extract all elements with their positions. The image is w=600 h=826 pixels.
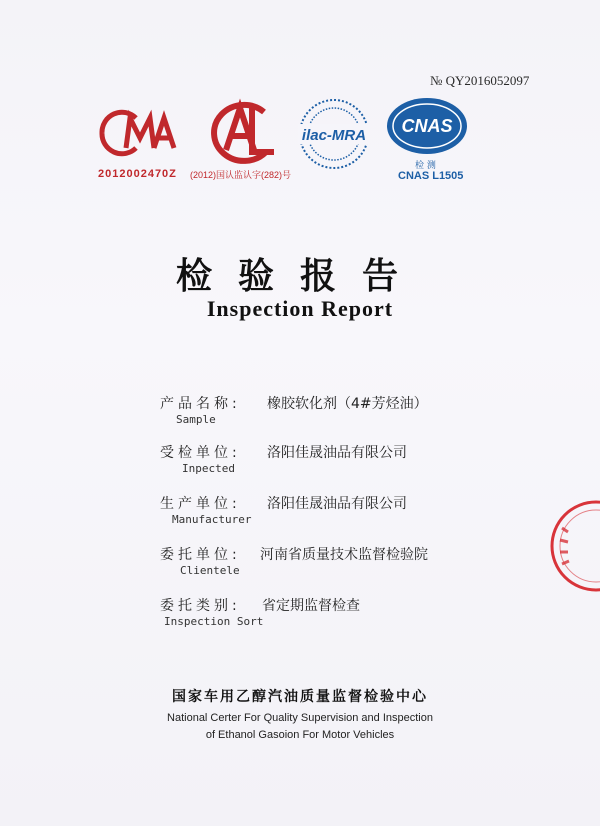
title-english: Inspection Report xyxy=(206,296,394,321)
svg-text:ilac-MRA: ilac-MRA xyxy=(301,127,367,144)
field-value: 省定期监督检查 xyxy=(262,598,360,614)
svg-text:CNAS: CNAS xyxy=(401,116,453,136)
ilac-mra-icon xyxy=(294,96,374,172)
center-name-english-line2: of Ethanol Gasoion For Motor Vehicles xyxy=(205,729,395,741)
field-label-cn: 委托单位: xyxy=(160,547,241,563)
ilac-mra-logo xyxy=(294,96,374,172)
cnas-caption: CNAS L1505 xyxy=(398,170,464,182)
title-chinese: 检验报告 xyxy=(175,256,424,297)
field-label-en: Sample xyxy=(176,413,216,426)
field-label-en: Inspection Sort xyxy=(164,615,264,628)
cma-caption: 2012002470Z xyxy=(98,168,177,180)
cnas-logo xyxy=(384,96,470,160)
field-value: 洛阳佳晟油品有限公司 xyxy=(267,496,407,512)
center-name-chinese: 国家车用乙醇汽油质量监督检验中心 xyxy=(172,689,428,705)
field-value: 橡胶软化剂（4#芳烃油） xyxy=(267,396,428,412)
cma-icon xyxy=(96,108,178,158)
report-number: № QY2016052097 xyxy=(430,73,530,88)
cal-caption: (2012)国认监认字(282)号 xyxy=(190,170,292,180)
seal-icon xyxy=(548,498,600,598)
cal-logo xyxy=(200,98,280,164)
field-label-cn: 生产单位: xyxy=(160,496,241,512)
field-label-en: Manufacturer xyxy=(172,513,252,526)
field-value: 河南省质量技术监督检验院 xyxy=(260,547,428,563)
field-value: 洛阳佳晟油品有限公司 xyxy=(267,445,407,461)
cnas-icon xyxy=(384,96,470,160)
field-label-cn: 产品名称: xyxy=(160,396,241,412)
cal-icon xyxy=(200,98,280,164)
field-label-cn: 受检单位: xyxy=(160,445,241,461)
cma-logo xyxy=(96,108,178,158)
field-label-en: Inpected xyxy=(182,462,235,475)
center-name-english-line1: National Certer For Quality Supervision and Inspection xyxy=(167,712,433,724)
cnas-caption-top: 检 测 xyxy=(415,161,436,171)
red-seal-stamp xyxy=(548,498,600,598)
field-label-cn: 委托类别: xyxy=(160,598,241,614)
field-label-en: Clientele xyxy=(180,564,240,577)
